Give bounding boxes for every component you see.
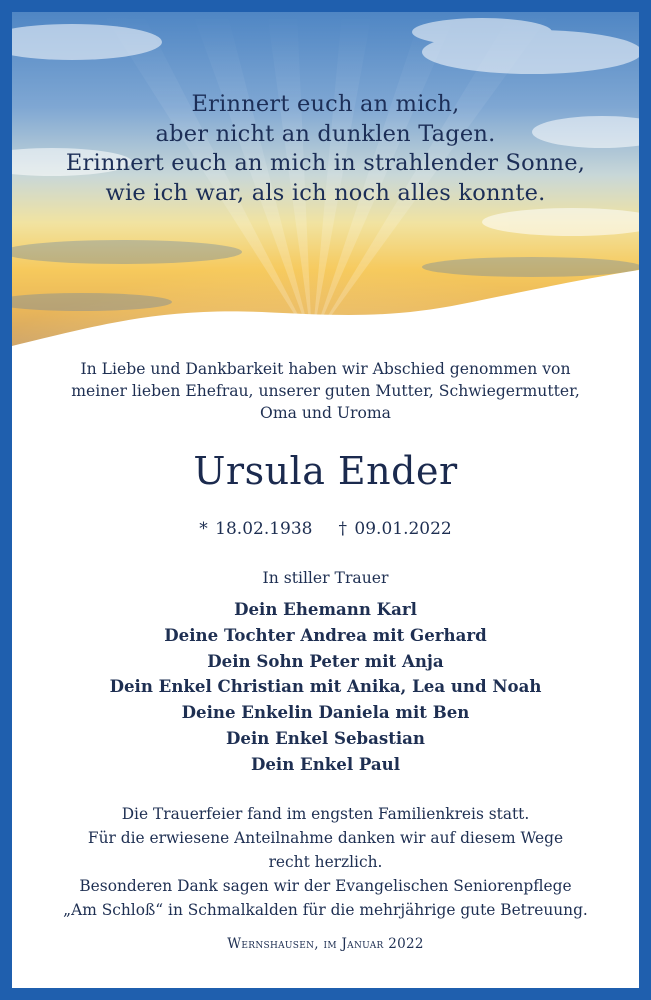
poem-line: aber nicht an dunklen Tagen. [155, 120, 496, 147]
life-dates [12, 518, 639, 540]
closing-line: recht herzlich. [268, 852, 383, 871]
mourning-heading: In stiller Trauer [262, 569, 389, 587]
family-member: Dein Sohn Peter mit Anja [207, 650, 444, 671]
poem-line: wie ich war, als ich noch alles konnte. [105, 179, 546, 206]
family-member: Deine Tochter Andrea mit Gerhard [164, 624, 487, 645]
family-member: Dein Enkel Christian mit Anika, Lea und Noah [109, 676, 542, 697]
closing-line: Die Trauerfeier fand im engsten Familienkreis statt. [121, 804, 530, 823]
intro-line: Oma und Uroma [260, 404, 391, 422]
closing-text [12, 802, 639, 923]
deceased-name: Ursula Ender [193, 449, 458, 493]
family-list [12, 597, 639, 778]
closing-line: Für die erwiesene Anteilnahme danken wir auf diesem Wege [87, 828, 564, 847]
family-member: Dein Enkel Sebastian [226, 727, 425, 748]
family-member: Deine Enkelin Daniela mit Ben [181, 702, 470, 723]
closing-line: „Am Schloß“ in Schmalkalden für die mehrjährige gute Betreuung. [63, 901, 588, 920]
death-date: † 09.01.2022 [338, 519, 452, 539]
birth-date: * 18.02.1938 [199, 519, 313, 539]
poem-line: Erinnert euch an mich in strahlender Sonne, [65, 150, 586, 176]
intro-text [12, 358, 639, 424]
sunrise-image [12, 12, 639, 352]
intro-line: meiner lieben Ehefrau, unserer guten Mutter, Schwiegermutter, [71, 382, 580, 400]
obituary-body [12, 358, 639, 954]
family-member: Dein Enkel Paul [250, 753, 401, 774]
poem-line: Erinnert euch an mich, [191, 91, 460, 117]
closing-line: Besonderen Dank sagen wir der Evangelischen Seniorenpflege [79, 877, 572, 896]
intro-line: In Liebe und Dankbarkeit haben wir Abschied genommen von [80, 360, 571, 378]
poem [12, 90, 639, 208]
place-and-date: Wernshausen, im Januar 2022 [227, 935, 424, 952]
family-member: Dein Ehemann Karl [234, 599, 417, 619]
